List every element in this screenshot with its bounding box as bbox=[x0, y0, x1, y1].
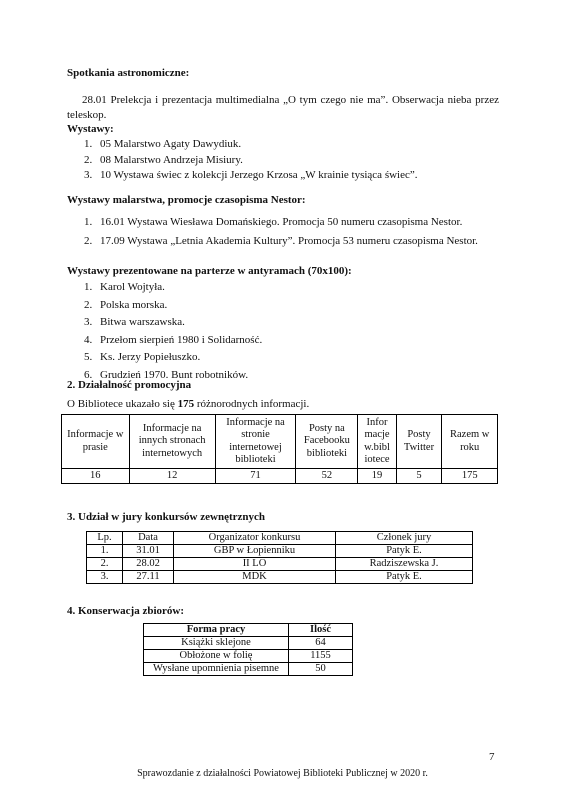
list-item: 2. 17.09 Wystawa „Letnia Akademia Kultury”. Promocja 53 numeru czasopisma Nestor. bbox=[84, 235, 478, 247]
table-header-cell: Razem w roku bbox=[442, 415, 498, 469]
table-header-row bbox=[144, 624, 353, 637]
table-header-row bbox=[62, 415, 498, 469]
promo-table bbox=[61, 414, 498, 484]
table-cell: 2. bbox=[87, 558, 123, 571]
table-cell: 52 bbox=[296, 469, 358, 484]
list-item: 5. Ks. Jerzy Popiełuszko. bbox=[84, 351, 201, 364]
list-item: 4. Przełom sierpień 1980 i Solidarność. bbox=[84, 333, 263, 346]
table-cell: 5 bbox=[396, 469, 442, 484]
table-header-row bbox=[87, 532, 473, 545]
table-header-cell: Data bbox=[123, 532, 174, 545]
table-header-cell: Członek jury bbox=[336, 532, 473, 545]
table-cell: 16 bbox=[62, 469, 130, 484]
list-item: 2. 08 Malarstwo Andrzeja Misiury. bbox=[84, 153, 243, 166]
table-cell: Patyk E. bbox=[336, 571, 473, 584]
table-cell: 1155 bbox=[289, 650, 353, 663]
jury-table bbox=[86, 531, 473, 584]
table-cell: Obłożone w folię bbox=[144, 650, 289, 663]
list-item: 3. Bitwa warszawska. bbox=[84, 316, 185, 329]
painting-list bbox=[84, 215, 478, 253]
conservation-table bbox=[143, 623, 353, 676]
promo-intro: O Bibliotece ukazało się 175 różnorodnych informacji. bbox=[67, 398, 310, 410]
jury-heading: 3. Udział w jury konkursów zewnętrznych bbox=[67, 511, 265, 523]
table-header-cell: Informacje na innych stronach internetowych bbox=[129, 415, 215, 469]
table-header-cell: Forma pracy bbox=[144, 624, 289, 637]
table-cell: MDK bbox=[174, 571, 336, 584]
table-cell: Radziszewska J. bbox=[336, 558, 473, 571]
table-row bbox=[144, 663, 353, 676]
table-header-cell: Ilość bbox=[289, 624, 353, 637]
table-row bbox=[87, 571, 473, 584]
table-header-cell: Lp. bbox=[87, 532, 123, 545]
table-cell: Wysłane upomnienia pisemne bbox=[144, 663, 289, 676]
table-row bbox=[87, 545, 473, 558]
conservation-heading: 4. Konserwacja zbiorów: bbox=[67, 605, 185, 617]
table-cell: 19 bbox=[358, 469, 396, 484]
list-item: 3. 10 Wystawa świec z kolekcji Jerzego Krzosa „W krainie tysiąca świec”. bbox=[84, 169, 418, 181]
table-cell: 50 bbox=[289, 663, 353, 676]
table-row bbox=[144, 637, 353, 650]
table-header-cell: Informacje na stronie internetowej biblioteki bbox=[215, 415, 296, 469]
table-cell: 12 bbox=[129, 469, 215, 484]
table-cell: Książki sklejone bbox=[144, 637, 289, 650]
promo-heading: 2. Działalność promocyjna bbox=[67, 379, 192, 391]
list-item: 2. Polska morska. bbox=[84, 298, 168, 311]
table-cell: GBP w Łopienniku bbox=[174, 545, 336, 558]
table-cell: II LO bbox=[174, 558, 336, 571]
table-cell: 175 bbox=[442, 469, 498, 484]
table-header-cell: Infor macje w.bibl iotece bbox=[358, 415, 396, 469]
painting-heading: Wystawy malarstwa, promocje czasopisma Nestor: bbox=[67, 194, 306, 206]
table-cell: 31.01 bbox=[123, 545, 174, 558]
table-cell: Patyk E. bbox=[336, 545, 473, 558]
table-cell: 1. bbox=[87, 545, 123, 558]
astro-text: 28.01 Prelekcja i prezentacja multimedialna „O tym czego nie ma”. Obserwacja nieba przez teleskop. bbox=[67, 94, 499, 121]
table-cell: 64 bbox=[289, 637, 353, 650]
table-header-cell: Posty na Facebooku biblioteki bbox=[296, 415, 358, 469]
table-cell: 28.02 bbox=[123, 558, 174, 571]
astro-heading: Spotkania astronomiczne: bbox=[67, 67, 190, 79]
table-row bbox=[62, 469, 498, 484]
table-cell: 71 bbox=[215, 469, 296, 484]
list-item: 1. Karol Wojtyła. bbox=[84, 281, 165, 293]
exhibitions-heading: Wystawy: bbox=[67, 123, 114, 135]
table-header-cell: Organizator konkursu bbox=[174, 532, 336, 545]
table-header-cell: Posty Twitter bbox=[396, 415, 442, 469]
page-footer: Sprawozdanie z działalności Powiatowej Biblioteki Publicznej w 2020 r. bbox=[137, 768, 428, 779]
table-cell: 27.11 bbox=[123, 571, 174, 584]
table-cell: 3. bbox=[87, 571, 123, 584]
page-number: 7 bbox=[489, 751, 495, 763]
exhibitions-list bbox=[84, 137, 418, 184]
table-header-cell: Informacje w prasie bbox=[62, 415, 130, 469]
table-row bbox=[87, 558, 473, 571]
list-item: 6. Grudzień 1970. Bunt robotników. bbox=[84, 368, 249, 381]
table-row bbox=[144, 650, 353, 663]
parter-list bbox=[84, 280, 262, 386]
list-item: 1. 16.01 Wystawa Wiesława Domańskiego. Promocja 50 numeru czasopisma Nestor. bbox=[84, 216, 463, 228]
parter-heading: Wystawy prezentowane na parterze w antyramach (70x100): bbox=[67, 265, 352, 277]
list-item: 1. 05 Malarstwo Agaty Dawydiuk. bbox=[84, 138, 242, 150]
